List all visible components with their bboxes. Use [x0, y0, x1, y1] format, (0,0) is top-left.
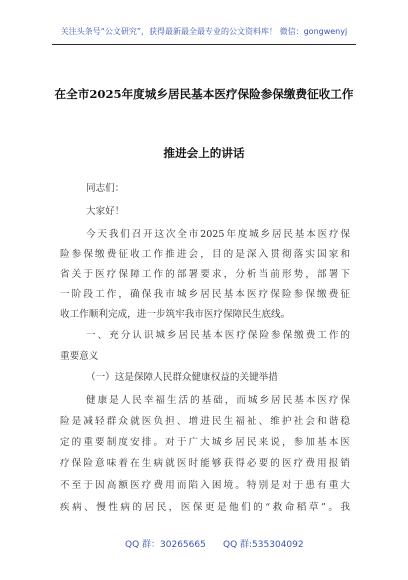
header-divider — [52, 44, 356, 45]
footer-qq-group-1: QQ 群：30265665 — [125, 540, 206, 550]
paragraph-line: 健康是人民幸福生活的基础，而城乡居民基本医疗保 — [86, 395, 350, 406]
paragraph-line: 险参保缴费征收工作推进会，目的是深入贯彻落实国家和 — [60, 249, 350, 260]
section-heading: 一、充分认识城乡居民基本医疗保险参保缴费工作的 — [86, 330, 350, 341]
paragraph-line: 疗保险意味着在生病就医时能够获得必要的医疗费用报销 — [60, 458, 350, 469]
paragraph-line: 今天我们召开这次全市2025年度城乡居民基本医疗保 — [86, 229, 350, 240]
header-banner: 关注头条号“公文研究”，获得最新最全最专业的公文资料库！ 微信：gongwenyj — [60, 27, 348, 36]
paragraph-line: 收工作顺利完成，进一步筑牢我市医疗保障民生底线。 — [60, 309, 291, 320]
paragraph-line: 疾病、慢性病的居民，医保更是他们的“救命稻草”。我 — [60, 502, 350, 513]
paragraph-line: 定的重要制度安排。对于广大城乡居民来说，参加基本医 — [60, 437, 350, 448]
footer-qq-group-2: QQ 群:535304092 — [223, 540, 304, 550]
subsection-heading: （一）这是保障人民群众健康权益的关键举措 — [86, 372, 278, 383]
section-heading: 重要意义 — [60, 351, 99, 362]
paragraph-line: 险是减轻群众就医负担、增进民生福祉、维护社会和谐稳 — [60, 416, 350, 427]
document-subtitle: 推进会上的讲话 — [163, 146, 245, 160]
paragraph-line: 不至于因高额医疗费用而陷入困境。特别是对于患有重大 — [60, 480, 350, 491]
greeting: 大家好！ — [86, 206, 125, 217]
document-title: 在全市2025年度城乡居民基本医疗保险参保缴费征收工作 — [54, 87, 354, 101]
paragraph-line: 省关于医疗保障工作的部署要求，分析当前形势，部署下 — [60, 269, 350, 280]
paragraph-line: 一阶段工作，确保我市城乡居民基本医疗保险参保缴费征 — [60, 289, 350, 300]
salutation: 同志们： — [86, 183, 125, 194]
